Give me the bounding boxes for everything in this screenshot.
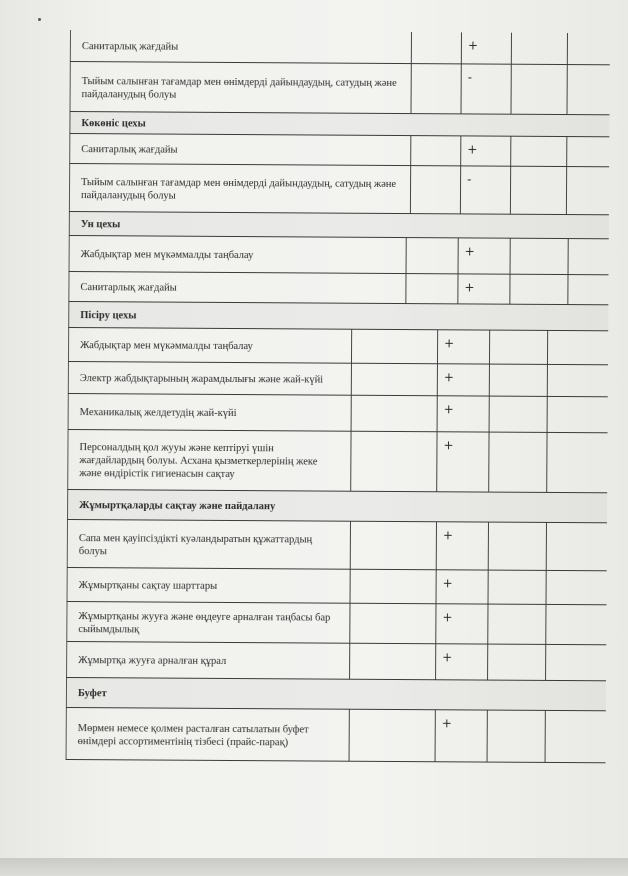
table-row bbox=[68, 362, 608, 397]
mark-cell bbox=[511, 65, 567, 114]
mark-cell: + bbox=[436, 604, 488, 643]
section-header-row bbox=[68, 302, 608, 331]
mark-cell bbox=[488, 605, 546, 644]
mark-cell bbox=[567, 167, 609, 214]
mark-cell bbox=[512, 33, 568, 64]
table-row bbox=[67, 568, 607, 605]
section-title: Жұмыртқаларды сақтау және пайдалану bbox=[79, 500, 276, 513]
mark-cell bbox=[411, 166, 461, 213]
mark-cell bbox=[412, 32, 462, 63]
mark-cell bbox=[510, 275, 568, 304]
mark-cell bbox=[511, 239, 569, 274]
inspection-table bbox=[66, 30, 610, 763]
section-title: Буфет bbox=[77, 688, 107, 700]
table-row bbox=[69, 164, 609, 215]
paper-mark bbox=[38, 18, 41, 21]
table-row bbox=[67, 520, 607, 571]
section-header-row bbox=[66, 678, 606, 711]
row-label: Мөрмен немесе қолмен расталған сатылатын буфет өнімдері ассортиментінің тізбесі (прайс-парақ) bbox=[66, 708, 350, 761]
row-label: Сапа мен қауіпсіздікті куәландыратын құжаттардың болуы bbox=[67, 520, 351, 569]
row-label: Жұмыртқаны сақтау шарттары bbox=[67, 568, 351, 603]
row-label: Тыйым салынған тағамдар мен өнімдерді дайындаудың, сатудың және пайдаланудың болуы bbox=[70, 62, 412, 113]
mark-cell bbox=[352, 364, 438, 396]
section-title: Көкөніс цехы bbox=[81, 118, 146, 130]
mark-cell: + bbox=[438, 330, 490, 363]
mark-cell: - bbox=[461, 64, 511, 113]
mark-cell bbox=[489, 433, 547, 492]
mark-cell: + bbox=[462, 32, 512, 63]
mark-cell: + bbox=[437, 432, 489, 491]
mark-cell bbox=[567, 137, 609, 166]
mark-cell bbox=[490, 397, 548, 432]
mark-cell bbox=[547, 433, 607, 492]
mark-cell bbox=[546, 605, 606, 644]
row-label: Персоналдың қол жууы және кептіруі үшін жағдайлардың болуы. Асхана қызметкерлерінің жеке және өндірістік гигиенасын сақтау bbox=[67, 430, 351, 491]
row-label: Жұмыртқа жууға арналған құрал bbox=[66, 642, 350, 679]
table-row bbox=[66, 602, 606, 645]
mark-cell bbox=[488, 711, 546, 762]
mark-cell: + bbox=[437, 522, 489, 569]
mark-cell bbox=[350, 710, 436, 762]
section-header-row bbox=[67, 490, 607, 523]
mark-cell bbox=[547, 571, 607, 604]
mark-cell: + bbox=[438, 396, 490, 431]
mark-cell bbox=[490, 365, 548, 396]
mark-cell bbox=[411, 136, 461, 165]
mark-cell bbox=[489, 571, 547, 604]
mark-cell bbox=[352, 330, 438, 364]
mark-cell bbox=[548, 331, 608, 364]
mark-cell bbox=[407, 238, 459, 273]
mark-cell bbox=[511, 167, 567, 214]
section-title: Пісіру цехы bbox=[80, 310, 137, 322]
mark-cell bbox=[569, 239, 609, 274]
section-header-row bbox=[69, 212, 609, 239]
mark-cell bbox=[352, 396, 438, 432]
mark-cell bbox=[547, 523, 607, 570]
mark-cell: + bbox=[438, 364, 490, 395]
mark-cell bbox=[548, 365, 608, 396]
mark-cell bbox=[548, 397, 608, 432]
table-row bbox=[69, 236, 609, 275]
mark-cell bbox=[546, 645, 606, 680]
table-row bbox=[68, 272, 608, 305]
mark-cell: + bbox=[436, 644, 488, 679]
mark-cell bbox=[350, 604, 436, 644]
row-label: Жұмыртқаны жууға және өңдеуге арналған таңбасы бар сыйымдылық bbox=[66, 602, 350, 643]
mark-cell bbox=[351, 570, 437, 604]
row-label: Жабдықтар мен мүкәммалды таңбалау bbox=[69, 236, 407, 273]
mark-cell bbox=[350, 644, 436, 680]
desk-surface bbox=[0, 858, 628, 876]
mark-cell bbox=[546, 711, 606, 762]
mark-cell: + bbox=[436, 710, 488, 761]
mark-cell bbox=[568, 275, 608, 304]
table-row bbox=[66, 642, 606, 681]
row-label: Санитарлық жағдайы bbox=[69, 134, 411, 165]
mark-cell: + bbox=[458, 274, 510, 303]
table-row bbox=[69, 62, 609, 115]
mark-cell: + bbox=[437, 570, 489, 603]
mark-cell bbox=[490, 331, 548, 364]
row-label: Механикалық желдетудің жай-күйі bbox=[68, 394, 352, 431]
row-label: Санитарлық жағдайы bbox=[70, 30, 412, 63]
table-row bbox=[67, 430, 607, 493]
mark-cell: + bbox=[459, 238, 511, 273]
table-row bbox=[70, 30, 610, 65]
row-label: Электр жабдықтарының жарамдылығы және жай-күйі bbox=[68, 362, 352, 395]
mark-cell bbox=[489, 523, 547, 570]
table-row bbox=[68, 394, 608, 433]
mark-cell bbox=[488, 645, 546, 680]
mark-cell bbox=[406, 274, 458, 303]
mark-cell bbox=[351, 432, 437, 492]
mark-cell bbox=[568, 33, 610, 64]
section-title: Ун цехы bbox=[80, 219, 121, 231]
mark-cell bbox=[567, 65, 609, 114]
row-label: Жабдықтар мен мүкәммалды таңбалау bbox=[68, 328, 352, 363]
row-label: Тыйым салынған тағамдар мен өнімдерді дайындаудың, сатудың және пайдаланудың болуы bbox=[69, 164, 411, 213]
mark-cell bbox=[351, 522, 437, 570]
table-row bbox=[69, 134, 609, 167]
table-row bbox=[68, 328, 608, 365]
mark-cell bbox=[411, 64, 461, 113]
mark-cell bbox=[511, 137, 567, 166]
row-label: Санитарлық жағдайы bbox=[68, 272, 406, 303]
mark-cell: - bbox=[461, 166, 511, 213]
mark-cell: + bbox=[461, 136, 511, 165]
table-row bbox=[66, 708, 606, 763]
